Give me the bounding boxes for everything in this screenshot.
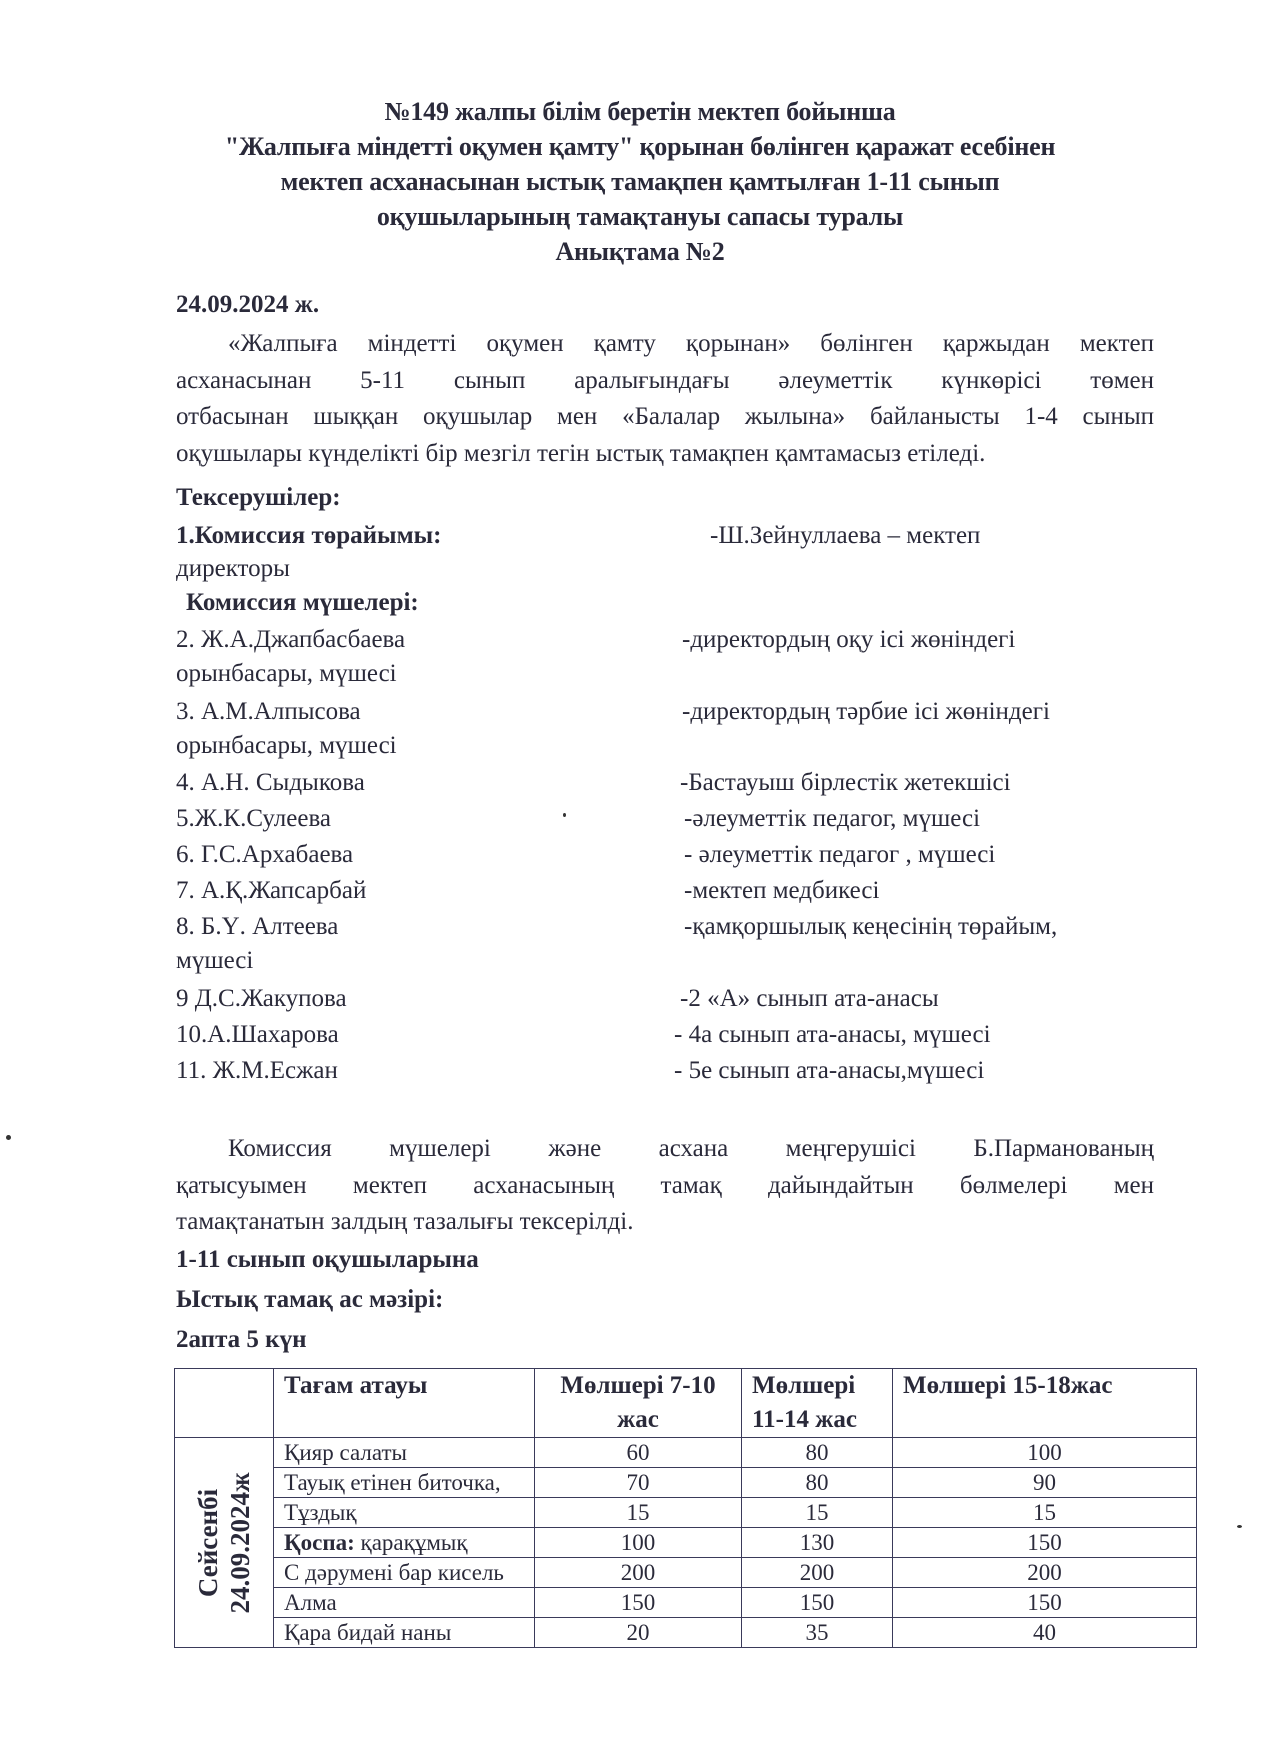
intro-paragraph — [176, 326, 1154, 472]
member-name: 4. А.Н. Сыдыкова — [176, 769, 365, 796]
paragraph-line: отбасынан шыққан оқушылар мен «Балалар жылына» байланысты 1-4 сынып — [176, 403, 1154, 430]
day-date: 24.09.2024ж — [225, 1471, 255, 1614]
header-cell-dish-name: Тағам атауы — [274, 1369, 535, 1438]
dish-name-cell — [274, 1588, 535, 1618]
portion-v1518: 15 — [893, 1498, 1197, 1528]
member-name: 7. А.Қ.Жапсарбай — [176, 877, 367, 904]
portion-v1114: 15 — [742, 1498, 893, 1528]
table-row — [175, 1558, 1197, 1588]
member-role: -директордың тәрбие ісі жөніндегі — [682, 698, 1050, 725]
member-name: 6. Г.С.Архабаева — [176, 841, 354, 868]
portion-v1518: 200 — [893, 1558, 1197, 1588]
dish-name: Қара бидай наны — [284, 1620, 452, 1645]
paragraph-line: тамақтанатын залдың тазалығы тексерілді. — [176, 1208, 634, 1235]
paragraph-line: «Жалпыға міндетті оқумен қамту қорынан» бөлінген қаржыдан мектеп — [228, 330, 1154, 357]
paragraph-line: Комиссия мүшелері және асхана меңгерушісі Б.Парманованың — [228, 1135, 1154, 1162]
inspectors-heading: Тексерушілер: — [176, 484, 341, 511]
dish-name: қарақұмық — [354, 1530, 468, 1555]
table-row — [175, 1618, 1197, 1648]
header-cell-age-15-18: Мөлшері 15-18жас — [893, 1369, 1197, 1438]
paragraph-line: қатысуымен мектеп асханасының тамақ дайындайтын бөлмелері мен — [176, 1171, 1154, 1199]
member-name: 2. Ж.А.Джапбасбаева — [176, 626, 406, 653]
title-line: №149 жалпы білім беретін мектеп бойынша — [384, 97, 896, 126]
title-line: мектеп асханасынан ыстық тамақпен қамтылған 1-11 сынып — [280, 167, 1000, 196]
chair-label: 1.Комиссия төрайымы: — [176, 522, 442, 549]
portion-v1114: 200 — [742, 1558, 893, 1588]
title-line: Анықтама №2 — [555, 237, 725, 266]
portion-v1518: 100 — [893, 1438, 1197, 1468]
portion-v1114: 80 — [742, 1468, 893, 1498]
member-name: 9 Д.С.Жакупова — [176, 985, 347, 1012]
member-name: 8. Б.Ү. Алтеева — [176, 913, 339, 940]
table-row — [175, 1528, 1197, 1558]
member-role: - әлеуметтік педагог , мүшесі — [684, 841, 996, 868]
portion-v710: 20 — [535, 1618, 742, 1648]
day-weekday: Сейсенбі — [193, 1488, 223, 1597]
header-cell-empty — [175, 1369, 274, 1438]
header-cell-age-11-14: Мөлшері 11-14 жас — [742, 1369, 893, 1438]
document-title — [140, 95, 1140, 270]
member-role-continuation: орынбасары, мүшесі — [176, 732, 397, 759]
scan-speck — [563, 813, 566, 817]
dish-name-cell — [274, 1498, 535, 1528]
member-name: 5.Ж.К.Сулеева — [176, 805, 332, 832]
dish-prefix: Қоспа: — [284, 1530, 355, 1555]
member-role: - 5е сынып ата-анасы,мүшесі — [674, 1057, 985, 1084]
portion-v1518: 150 — [893, 1588, 1197, 1618]
dish-name-cell — [274, 1618, 535, 1648]
member-role: -директордың оқу ісі жөніндегі — [682, 626, 1016, 653]
portion-v1518: 150 — [893, 1528, 1197, 1558]
day-label — [192, 1472, 256, 1613]
member-name: 3. А.М.Алпысова — [176, 698, 361, 725]
portion-v710: 60 — [535, 1438, 742, 1468]
dish-name: Тауық етінен биточка, — [284, 1470, 501, 1495]
scan-speck — [6, 1135, 11, 1140]
table-row — [175, 1498, 1197, 1528]
member-role-continuation: мүшесі — [176, 947, 254, 974]
portion-v1114: 80 — [742, 1438, 893, 1468]
portion-v710: 150 — [535, 1588, 742, 1618]
portion-v1114: 130 — [742, 1528, 893, 1558]
dish-name-cell — [274, 1438, 535, 1468]
table-header-row — [175, 1369, 1197, 1438]
inspection-paragraph — [176, 1131, 1154, 1241]
dish-name: Тұздық — [284, 1500, 357, 1525]
menu-heading-week: 2апта 5 күн — [176, 1326, 307, 1353]
paragraph-line: асханасынан 5-11 сынып аралығындағы әлеуметтік күнкөрісі төмен — [176, 366, 1154, 394]
member-role-continuation: орынбасары, мүшесі — [176, 660, 397, 687]
dish-name-cell — [274, 1528, 535, 1558]
scan-speck — [1237, 1525, 1242, 1528]
day-cell — [175, 1438, 274, 1648]
portion-v710: 70 — [535, 1468, 742, 1498]
title-line: "Жалпыға міндетті оқумен қамту" қорынан бөлінген қаражат есебінен — [224, 132, 1056, 161]
dish-name: С дәрумені бар кисель — [284, 1560, 504, 1585]
portion-v1518: 90 — [893, 1468, 1197, 1498]
menu-table — [174, 1368, 1197, 1648]
member-role: -қамқоршылық кеңесінің төрайым, — [684, 913, 1058, 940]
member-role: -2 «А» сынып ата-анасы — [680, 985, 939, 1012]
title-line: оқушыларының тамақтануы сапасы туралы — [376, 202, 904, 231]
members-heading: Комиссия мүшелері: — [186, 589, 419, 616]
dish-name: Қияр салаты — [284, 1440, 407, 1465]
portion-v710: 15 — [535, 1498, 742, 1528]
dish-name: Алма — [284, 1590, 337, 1615]
table-row — [175, 1438, 1197, 1468]
paragraph-line: оқушылары күнделікті бір мезгіл тегін ыстық тамақпен қамтамасыз етіледі. — [176, 439, 986, 467]
member-role: -әлеуметтік педагог, мүшесі — [684, 805, 981, 832]
header-cell-age-7-10: Мөлшері 7-10 жас — [535, 1369, 742, 1438]
member-role: -мектеп медбикесі — [684, 877, 880, 904]
portion-v710: 200 — [535, 1558, 742, 1588]
member-name: 10.А.Шахарова — [176, 1021, 339, 1048]
member-name: 11. Ж.М.Есжан — [176, 1057, 338, 1084]
menu-heading-classes: 1-11 сынып оқушыларына — [176, 1246, 479, 1273]
portion-v1518: 40 — [893, 1618, 1197, 1648]
portion-v710: 100 — [535, 1528, 742, 1558]
document-date: 24.09.2024 ж. — [176, 291, 320, 318]
table-row — [175, 1588, 1197, 1618]
dish-name-cell — [274, 1468, 535, 1498]
menu-table-body — [175, 1438, 1197, 1648]
table-row — [175, 1468, 1197, 1498]
dish-name-cell — [274, 1558, 535, 1588]
menu-heading-title: Ыстық тамақ ас мәзірі: — [176, 1286, 444, 1313]
member-role: - 4а сынып ата-анасы, мүшесі — [674, 1021, 991, 1048]
chair-value: -Ш.Зейнуллаева – мектеп — [710, 522, 981, 549]
chair-continuation: директоры — [176, 555, 290, 582]
portion-v1114: 150 — [742, 1588, 893, 1618]
member-role: -Бастауыш бірлестік жетекшісі — [680, 769, 1011, 796]
portion-v1114: 35 — [742, 1618, 893, 1648]
